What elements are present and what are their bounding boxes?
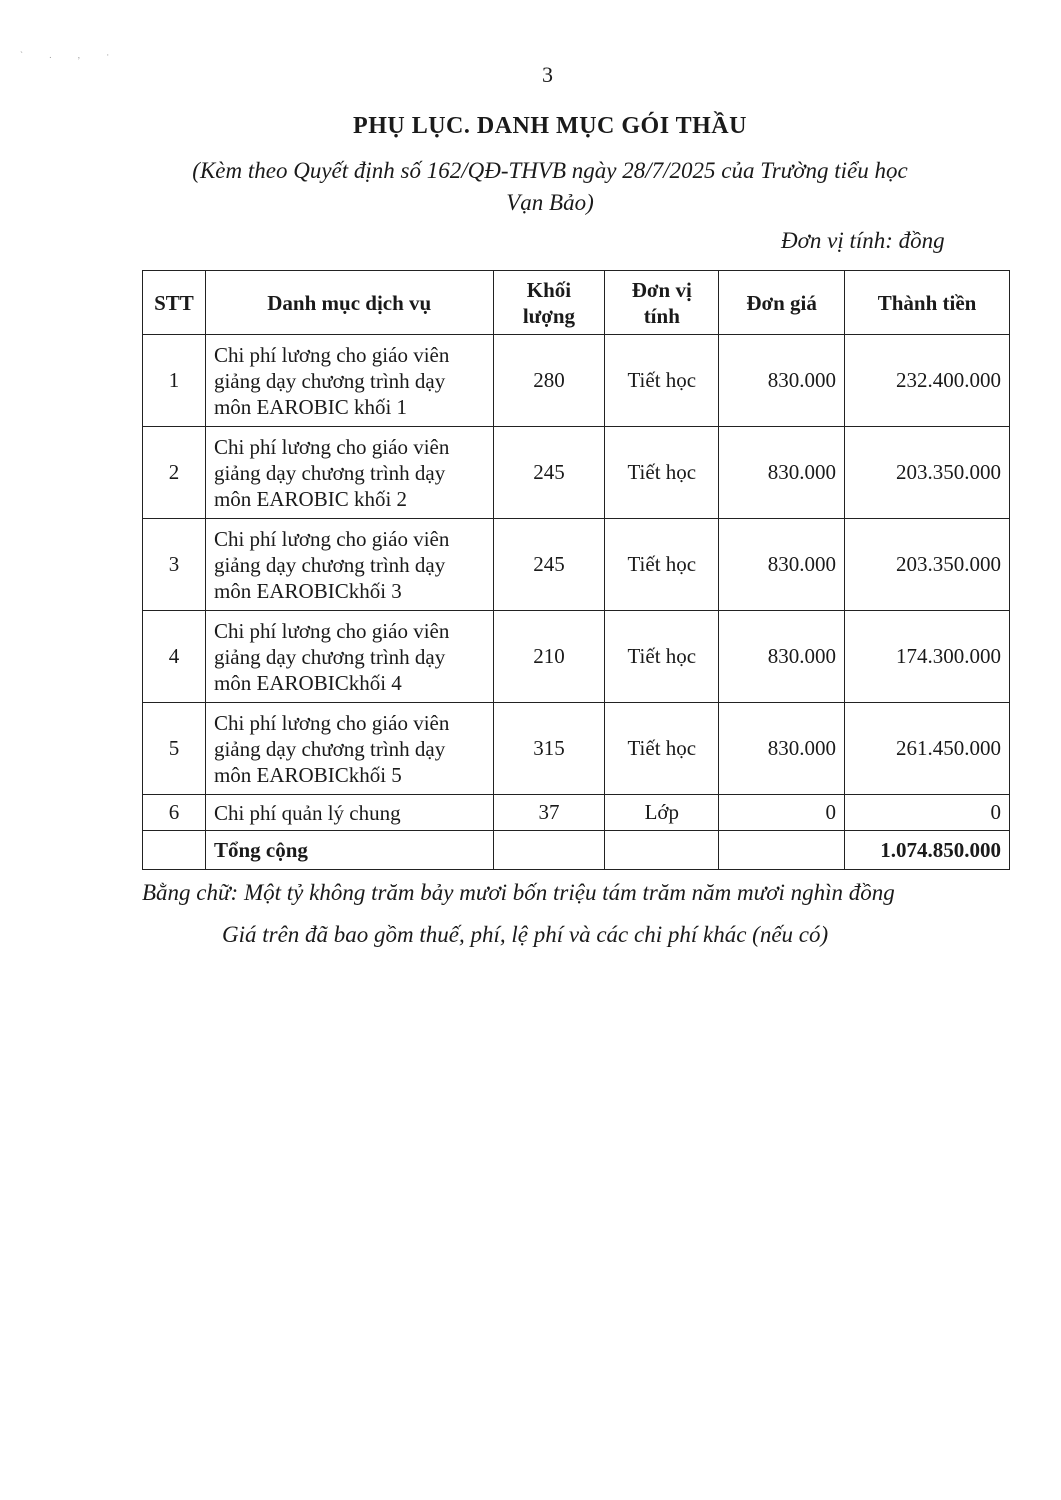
cell-stt: 3 bbox=[143, 519, 206, 611]
subtitle-line-2: Vạn Bảo) bbox=[506, 190, 594, 215]
cell-quantity: 210 bbox=[493, 611, 605, 703]
table-row bbox=[143, 795, 1010, 831]
service-line: Chi phí lương cho giáo viên bbox=[213, 710, 450, 735]
cell-unit: Tiết học bbox=[605, 427, 719, 519]
cell-stt: 2 bbox=[143, 427, 206, 519]
cell-amount: 203.350.000 bbox=[845, 519, 1010, 611]
cell-empty bbox=[493, 831, 605, 870]
service-line: giảng dạy chương trình dạy bbox=[213, 460, 446, 485]
cell-price: 830.000 bbox=[719, 335, 845, 427]
service-line: môn EAROBICkhối 3 bbox=[213, 578, 402, 603]
header-unit bbox=[605, 271, 719, 335]
cell-quantity: 37 bbox=[493, 795, 605, 831]
cell-quantity: 245 bbox=[493, 427, 605, 519]
cell-service bbox=[205, 611, 493, 703]
tax-inclusion-note: Giá trên đã bao gồm thuế, phí, lệ phí và các chi phí khác (nếu có) bbox=[222, 922, 829, 947]
cell-unit: Tiết học bbox=[605, 611, 719, 703]
scan-marks: ` . , · bbox=[20, 50, 122, 60]
cell-service bbox=[205, 519, 493, 611]
cell-stt: 5 bbox=[143, 703, 206, 795]
service-line: Chi phí lương cho giáo viên bbox=[213, 434, 450, 459]
table-row bbox=[143, 703, 1010, 795]
currency-unit-note: Đơn vị tính: đồng bbox=[781, 228, 945, 253]
cell-price: 830.000 bbox=[719, 427, 845, 519]
cell-unit: Tiết học bbox=[605, 703, 719, 795]
page-number: 3 bbox=[542, 62, 553, 87]
service-line: môn EAROBIC khối 1 bbox=[213, 394, 408, 419]
service-line: môn EAROBICkhối 5 bbox=[213, 762, 402, 787]
service-line: môn EAROBIC khối 2 bbox=[213, 486, 408, 511]
service-line: môn EAROBICkhối 4 bbox=[213, 670, 402, 695]
cell-amount: 203.350.000 bbox=[845, 427, 1010, 519]
total-label: Tổng cộng bbox=[205, 831, 493, 870]
cell-unit: Tiết học bbox=[605, 519, 719, 611]
cell-unit: Lớp bbox=[605, 795, 719, 831]
service-line: Chi phí lương cho giáo viên bbox=[213, 526, 450, 551]
service-line: giảng dạy chương trình dạy bbox=[213, 736, 446, 761]
header-unit-line-1: Đơn vị bbox=[631, 277, 692, 302]
header-unit-line-2: tính bbox=[643, 303, 680, 328]
cell-service bbox=[205, 427, 493, 519]
cell-price: 830.000 bbox=[719, 703, 845, 795]
service-line: giảng dạy chương trình dạy bbox=[213, 644, 446, 669]
service-line: Chi phí lương cho giáo viên bbox=[213, 618, 450, 643]
total-row bbox=[143, 831, 1010, 870]
table-row bbox=[143, 611, 1010, 703]
document-subtitle bbox=[150, 155, 950, 219]
cell-service bbox=[205, 703, 493, 795]
header-quantity-line-1: Khối bbox=[526, 277, 572, 302]
header-quantity bbox=[493, 271, 605, 335]
cell-price: 830.000 bbox=[719, 611, 845, 703]
header-amount: Thành tiền bbox=[845, 271, 1010, 335]
table-row bbox=[143, 427, 1010, 519]
cell-quantity: 315 bbox=[493, 703, 605, 795]
table-header-row bbox=[143, 271, 1010, 335]
cell-stt: 4 bbox=[143, 611, 206, 703]
total-amount: 1.074.850.000 bbox=[845, 831, 1010, 870]
cell-amount: 261.450.000 bbox=[845, 703, 1010, 795]
amount-in-words: Bằng chữ: Một tỷ không trăm bảy mươi bốn triệu tám trăm năm mươi nghìn đồng bbox=[142, 880, 895, 905]
header-quantity-line-2: lượng bbox=[522, 303, 576, 328]
service-line: Chi phí lương cho giáo viên bbox=[213, 342, 450, 367]
cell-empty bbox=[719, 831, 845, 870]
service-line: giảng dạy chương trình dạy bbox=[213, 552, 446, 577]
cell-quantity: 280 bbox=[493, 335, 605, 427]
cell-amount: 174.300.000 bbox=[845, 611, 1010, 703]
cell-unit: Tiết học bbox=[605, 335, 719, 427]
header-price: Đơn giá bbox=[719, 271, 845, 335]
bid-package-table bbox=[142, 270, 1010, 870]
cell-empty bbox=[605, 831, 719, 870]
document-title: PHỤ LỤC. DANH MỤC GÓI THẦU bbox=[353, 113, 747, 139]
service-line: giảng dạy chương trình dạy bbox=[213, 368, 446, 393]
header-stt: STT bbox=[143, 271, 206, 335]
subtitle-line-1: (Kèm theo Quyết định số 162/QĐ-THVB ngày 28/7/2025 của Trường tiểu học bbox=[192, 158, 908, 183]
cell-service: Chi phí quản lý chung bbox=[205, 795, 493, 831]
cell-price: 830.000 bbox=[719, 519, 845, 611]
header-service: Danh mục dịch vụ bbox=[205, 271, 493, 335]
cell-stt: 1 bbox=[143, 335, 206, 427]
cell-service bbox=[205, 335, 493, 427]
cell-stt: 6 bbox=[143, 795, 206, 831]
cell-price: 0 bbox=[719, 795, 845, 831]
cell-quantity: 245 bbox=[493, 519, 605, 611]
cell-amount: 232.400.000 bbox=[845, 335, 1010, 427]
cell-amount: 0 bbox=[845, 795, 1010, 831]
table-row bbox=[143, 335, 1010, 427]
table-row bbox=[143, 519, 1010, 611]
cell-empty bbox=[143, 831, 206, 870]
